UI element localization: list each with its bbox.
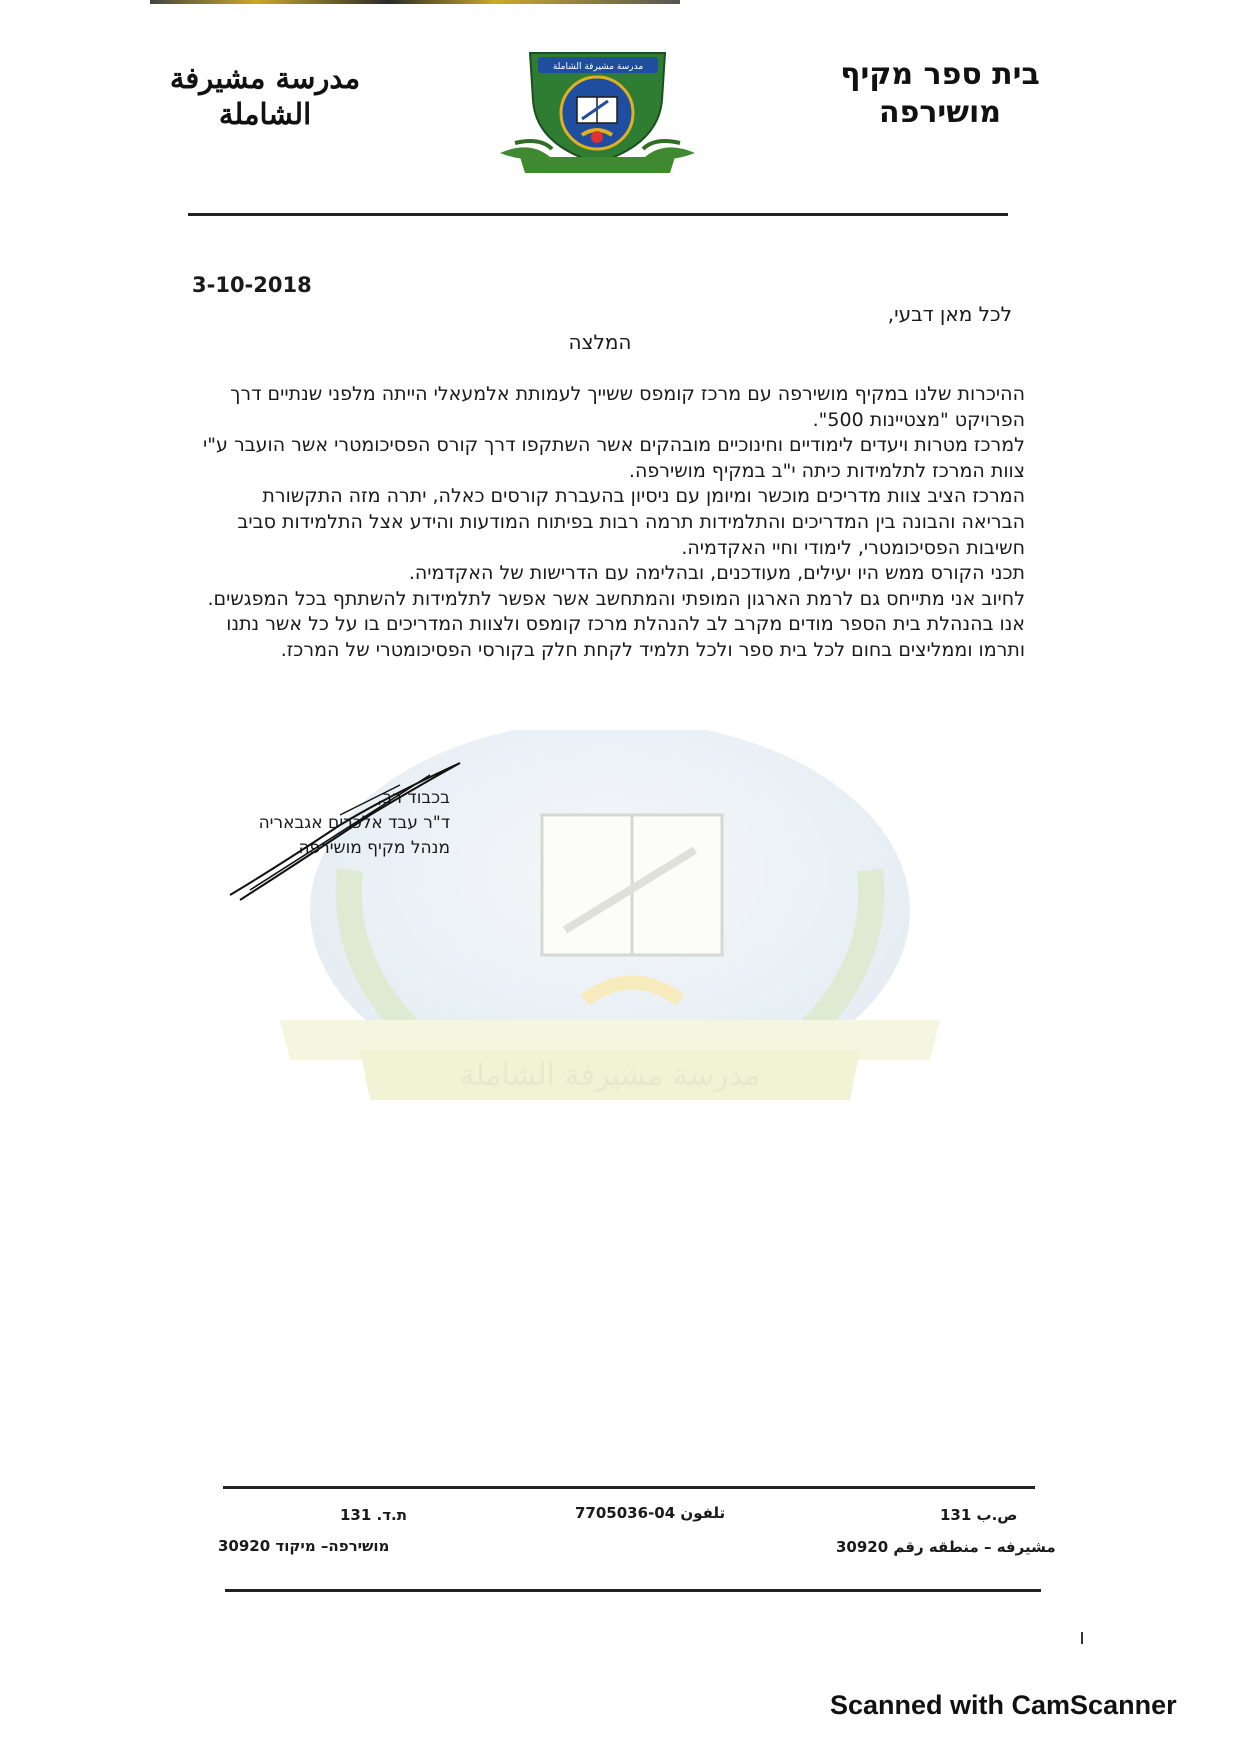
body-paragraph-3: המרכז הציב צוות מדריכים מוכשר ומיומן עם ניסיון בהעברת קורסים כאלה, יתרה מזה התקשורת הבריאה והבונה בין המדריכים והתלמידות תרמה רבות בפיתוח המודעות והידע אצל התלמידות סביב חשיבות הפסיכומטרי, לימודי וחיי האקדמיה. xyxy=(237,485,1025,559)
letter-date: 3-10-2018 xyxy=(192,273,312,297)
body-paragraph-1: ההיכרות שלנו במקיף מושירפה עם מרכז קומפס ששייך לעמותת אלמעאלי הייתה מלפני שנתיים דרך הפרויקט "מצטיינות 500". xyxy=(230,383,1025,431)
closing-line: בכבוד רב, xyxy=(377,788,450,808)
body-paragraph-5: לחיוב אני מתייחס גם לרמת הארגון המופתי והמתחשב אשר אפשר לתלמידות להשתתף בכל המפגשים. xyxy=(207,587,1025,610)
body-paragraph-6: אנו בהנהלת בית הספר מודים מקרב לב להנהלת מרכז קומפס ולצוות המדריכים בו על כל אשר נתנו ותרמו וממליצים בחום לכל בית ספר ולכל תלמיד לקחת חלק בקורסי הפסיכומטרי של המרכז. xyxy=(226,613,1025,661)
body-paragraph-2: למרכז מטרות ויעדים לימודיים וחינוכיים מובהקים אשר השתקפו דרך קורס הפסיכומטרי אשר הועבר ע"י צוות המרכז לתלמידות כיתה י"ב במקיף מושירפה. xyxy=(203,434,1025,482)
top-color-strip xyxy=(150,0,680,4)
watermark-text: مدرسة مشيرفة الشاملة xyxy=(459,1058,761,1093)
signer-title: מנהל מקיף מושירפה xyxy=(298,838,450,858)
school-name-hebrew xyxy=(820,56,1060,132)
footer-po-box-arabic: ص.ب 131 xyxy=(940,1506,1018,1524)
scanner-watermark: Scanned with CamScanner xyxy=(830,1690,1177,1720)
letter-recipient: לכל מאן דבעי, xyxy=(887,302,1012,326)
footer-top-divider xyxy=(223,1486,1035,1489)
footer-zip-hebrew: מושירפה– מיקוד 30920 xyxy=(218,1537,390,1555)
letter-subject: המלצה xyxy=(568,330,632,354)
handwritten-signature xyxy=(220,755,480,905)
letter-body xyxy=(195,382,1025,664)
school-name-hebrew-line1: בית ספר מקיף xyxy=(840,57,1040,92)
scan-tick-mark xyxy=(1081,1632,1083,1644)
school-name-arabic-line2: الشاملة xyxy=(218,97,312,131)
body-paragraph-4: תכני הקורס ממש היו יעילים, מעודכנים, ובהלימה עם הדרישות של האקדמיה. xyxy=(408,562,1025,585)
logo-banner-text: مدرسة مشيرفة الشاملة xyxy=(552,62,644,72)
signer-name: ד"ר עבד אלכרים אגבאריה xyxy=(258,813,450,833)
footer-phone: تلفون 04-7705036 xyxy=(575,1504,726,1522)
header-divider xyxy=(188,213,1008,216)
footer-bottom-divider xyxy=(225,1589,1041,1592)
school-name-hebrew-line2: מושירפה xyxy=(879,95,1001,130)
school-name-arabic xyxy=(140,60,390,132)
footer-po-box-hebrew: ת.ד. 131 xyxy=(340,1506,407,1524)
school-logo xyxy=(490,45,705,185)
school-name-arabic-line1: مدرسة مشيرفة xyxy=(169,61,361,95)
footer-zip-arabic: مشيرفه – منطقه رقم 30920 xyxy=(836,1538,1056,1556)
